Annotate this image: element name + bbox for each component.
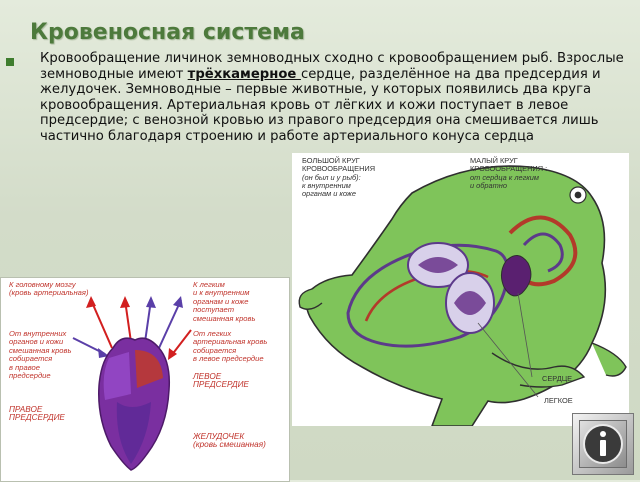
label-small-circle-note: от сердца к легким и обратно [470, 173, 539, 191]
label-lung: ЛЕГКОЕ [544, 396, 573, 405]
label-right-atrium: ПРАВОЕ ПРЕДСЕРДИЕ [9, 405, 65, 423]
label-from-lungs: От легких артериальная кровь собирается в левое предсердие [193, 329, 268, 364]
label-big-circle: БОЛЬШОЙ КРУГ КРОВООБРАЩЕНИЯ [302, 156, 376, 174]
label-to-lungs: К легким и к внутренним органам и коже поступает смешанная кровь [193, 280, 256, 323]
label-heart: СЕРДЦЕ [542, 374, 573, 383]
label-ventricle: ЖЕЛУДОЧЕК (кровь смешанная) [193, 432, 266, 450]
heart-scheme-figure [0, 277, 290, 482]
label-from-organs: От внутренних органов и кожи смешанная кровь собирается в правое предсердие [9, 329, 72, 381]
info-button-face[interactable] [579, 420, 627, 468]
paragraph-emphasis: трёхкамерное [187, 66, 301, 82]
label-to-brain: К головному мозгу (кровь артериальная) [9, 280, 89, 298]
bullet-marker [6, 58, 14, 66]
label-left-atrium: ЛЕВОЕ ПРЕДСЕРДИЕ [193, 372, 249, 390]
paragraph-part-2: сердце, разделённое на два предсердия и желудочек. Земноводные – первые животные, у которых появились два круга кровообращения. Артериальная кровь от лёгких и кожи поступает в левое предсердие; с венозной кровью из правого предсердия она смешивается лишь частично благодаря строению и работе артериального конуса сердца [40, 66, 601, 144]
label-small-circle: МАЛЫЙ КРУГ КРОВООБРАЩЕНИЯ : [470, 156, 548, 174]
label-big-circle-note: (он был и у рыб): к внутренним органам и коже [302, 173, 361, 199]
body-paragraph [40, 51, 625, 145]
paragraph-part-1: Кровообращение личинок земноводных сходно с кровообращением рыб. Взрослые земноводные имеют [40, 51, 624, 82]
slide-title: Кровеносная система [30, 20, 305, 45]
info-icon [580, 421, 626, 467]
info-button[interactable] [572, 413, 634, 475]
frog-circulation-figure [292, 153, 629, 426]
